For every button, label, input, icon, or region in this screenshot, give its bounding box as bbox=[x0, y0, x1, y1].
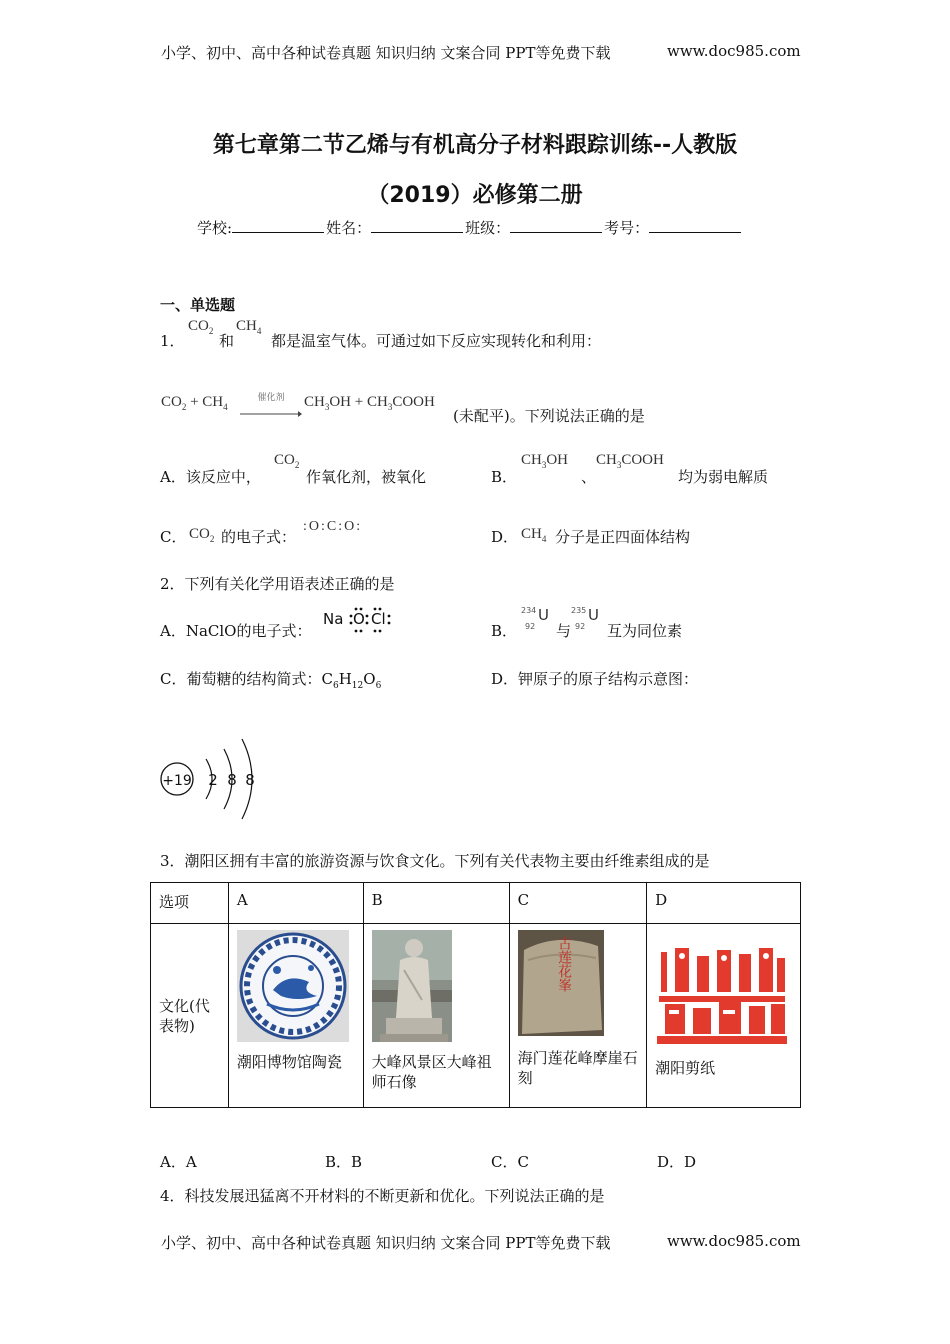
q1-option-a-text: 作氧化剂，被氧化 bbox=[306, 468, 427, 486]
exam-no-field[interactable] bbox=[649, 218, 741, 233]
school-field[interactable] bbox=[232, 218, 324, 233]
stone-statue-image bbox=[372, 930, 452, 1042]
q1-equation-right: $CH_3OH$ + $CH_3COOH$ bbox=[304, 394, 435, 412]
q3-answer-a[interactable]: A．A bbox=[160, 1153, 197, 1171]
q1-reaction-arrow: 催化剂 bbox=[240, 390, 302, 422]
q2-stem: 2．下列有关化学用语表述正确的是 bbox=[160, 575, 395, 593]
u235-nuclide bbox=[571, 604, 607, 638]
q3-answer-b[interactable]: B．B bbox=[325, 1153, 363, 1171]
q1-co2-formula: $CO_2$ bbox=[188, 318, 214, 336]
arrow-icon bbox=[240, 410, 302, 418]
q1-option-d-text: 分子是正四面体结构 bbox=[555, 528, 691, 546]
svg-text:92: 92 bbox=[525, 622, 536, 631]
table-header-cell: A bbox=[236, 891, 248, 909]
shell-1-count: 2 bbox=[208, 771, 218, 789]
q1-option-b-formula2: $CH_3COOH$ bbox=[596, 452, 664, 470]
q3-answer-d[interactable]: D．D bbox=[657, 1153, 697, 1171]
co2-electron-formula: :O:C:O: bbox=[303, 519, 363, 534]
table-header-cell: B bbox=[371, 891, 383, 909]
q1-option-d-label[interactable]: D． bbox=[491, 528, 519, 546]
naclo-electron-formula bbox=[323, 604, 395, 638]
q3-stem: 3．潮阳区拥有丰富的旅游资源与饮食文化。下列有关代表物主要由纤维素组成的是 bbox=[160, 852, 710, 870]
caption-c: 海门莲花峰摩崖石刻 bbox=[517, 1049, 638, 1087]
cl-symbol: Cl bbox=[371, 610, 386, 628]
q1-option-b-label[interactable]: B． bbox=[491, 468, 518, 486]
q2-option-c[interactable]: C．葡萄糖的结构简式：$C_6H_{12}O_6$ bbox=[160, 670, 382, 691]
section-heading: 一、单选题 bbox=[160, 296, 236, 314]
caption-a: 潮阳博物馆陶瓷 bbox=[236, 1053, 342, 1071]
table-header-cell: C bbox=[517, 891, 530, 909]
q3-options-table bbox=[150, 882, 801, 1108]
q4-stem: 4．科技发展迅猛离不开材料的不断更新和优化。下列说法正确的是 bbox=[160, 1187, 605, 1205]
class-field[interactable] bbox=[510, 218, 602, 233]
rock-carving-image bbox=[518, 930, 604, 1036]
header-left-text: 小学、初中、高中各种试卷真题 知识归纳 文案合同 PPT等免费下载 bbox=[161, 44, 611, 62]
svg-text:92: 92 bbox=[575, 622, 586, 631]
nucleus-charge: +19 bbox=[162, 773, 192, 789]
q1-option-b-text: 均为弱电解质 bbox=[678, 468, 769, 486]
svg-text:U: U bbox=[588, 606, 599, 624]
class-label: 班级： bbox=[465, 219, 511, 237]
shell-3-count: 8 bbox=[245, 771, 255, 789]
shell-2-count: 8 bbox=[227, 771, 237, 789]
q1-equation-note: (未配平)。下列说法正确的是 bbox=[453, 407, 645, 425]
caption-d: 潮阳剪纸 bbox=[655, 1059, 716, 1077]
page-title-line2: （2019）必修第二册 bbox=[367, 183, 583, 208]
student-info-fields bbox=[197, 217, 743, 238]
porcelain-plate-image bbox=[237, 930, 349, 1042]
o-symbol: O bbox=[353, 610, 365, 628]
q1-option-b-sep: 、 bbox=[581, 468, 597, 486]
u234-nuclide bbox=[521, 604, 557, 638]
q3-answer-c[interactable]: C．C bbox=[491, 1153, 529, 1171]
q1-option-c-text: 的电子式： bbox=[221, 528, 297, 546]
q1-option-c-formula: $CO_2$ bbox=[189, 526, 215, 544]
q2-option-b-and: 与 bbox=[556, 622, 572, 640]
table-header-cell: D bbox=[655, 891, 668, 909]
na-symbol: Na bbox=[323, 610, 344, 628]
paper-cutting-image bbox=[655, 946, 789, 1046]
q1-ch4-formula: $CH_4$ bbox=[236, 318, 262, 336]
q1-stem: 都是温室气体。可通过如下反应实现转化和利用： bbox=[271, 332, 602, 350]
exam-no-label: 考号： bbox=[604, 219, 650, 237]
svg-text:古莲花峯: 古莲花峯 bbox=[555, 936, 572, 992]
q1-option-c-label[interactable]: C． bbox=[160, 528, 187, 546]
header-url-link[interactable]: www.doc985.com bbox=[667, 42, 801, 60]
svg-text:234: 234 bbox=[521, 606, 537, 615]
q2-option-d-label[interactable]: D．钾原子的原子结构示意图： bbox=[491, 670, 699, 688]
school-label: 学校: bbox=[197, 219, 233, 237]
q2-option-b-text: 互为同位素 bbox=[607, 622, 683, 640]
table-row bbox=[151, 924, 801, 1108]
potassium-atom-diagram bbox=[158, 735, 268, 827]
q1-equation-left: $CO_2 + CH_4$ bbox=[161, 394, 228, 412]
q1-and: 和 bbox=[219, 332, 235, 350]
q1-number: 1． bbox=[160, 332, 185, 350]
q1-option-a-label[interactable]: A．该反应中， bbox=[160, 468, 261, 486]
q1-option-d-formula: $CH_4$ bbox=[521, 526, 547, 544]
row-label: 文化(代表物) bbox=[159, 996, 210, 1035]
caption-b: 大峰风景区大峰祖师石像 bbox=[371, 1053, 492, 1091]
q2-option-a-label[interactable]: A．NaClO的电子式： bbox=[160, 622, 312, 640]
q1-option-a-formula: $CO_2$ bbox=[274, 452, 300, 470]
svg-text:U: U bbox=[538, 606, 549, 624]
table-header-cell: 选项 bbox=[159, 893, 190, 911]
name-field[interactable] bbox=[371, 218, 463, 233]
svg-text:235: 235 bbox=[571, 606, 587, 615]
table-header-row bbox=[151, 883, 801, 924]
name-label: 姓名： bbox=[326, 219, 372, 237]
footer-url-link[interactable]: www.doc985.com bbox=[667, 1232, 801, 1250]
page-title-line1: 第七章第二节乙烯与有机高分子材料跟踪训练--人教版 bbox=[212, 133, 738, 158]
q1-option-b-formula1: $CH_3OH$ bbox=[521, 452, 569, 470]
footer-left-text: 小学、初中、高中各种试卷真题 知识归纳 文案合同 PPT等免费下载 bbox=[161, 1234, 611, 1252]
q2-option-b-label[interactable]: B． bbox=[491, 622, 518, 640]
